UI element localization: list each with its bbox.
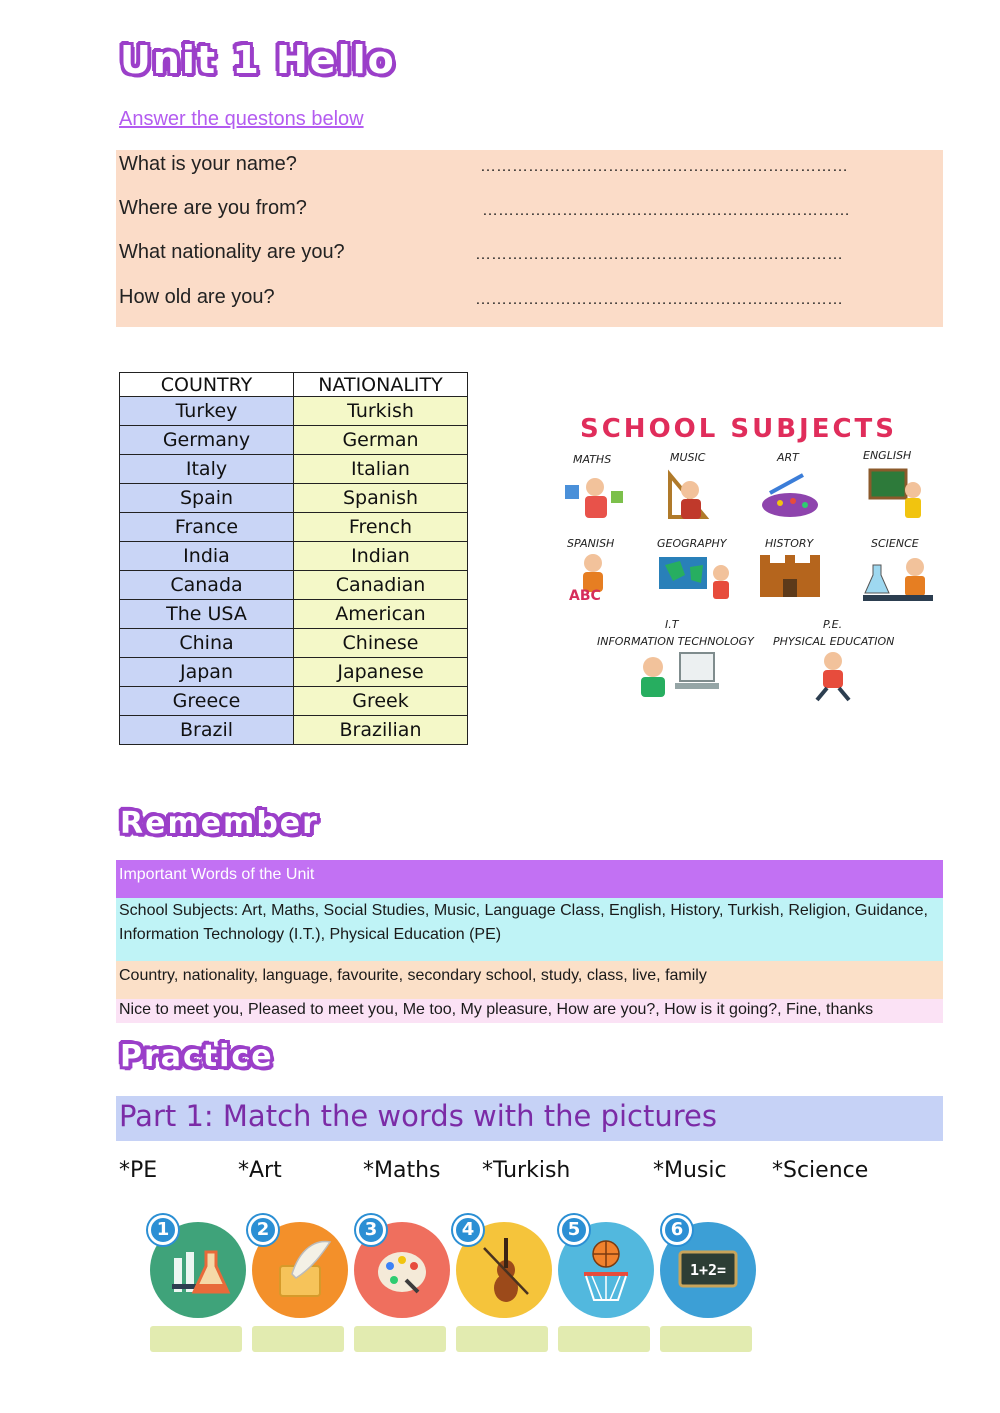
country-cell: France — [120, 513, 294, 542]
nationality-cell: Indian — [294, 542, 468, 571]
country-cell: Turkey — [120, 397, 294, 426]
country-cell: Greece — [120, 687, 294, 716]
instruction-link[interactable]: Answer the questons below — [119, 108, 364, 130]
country-cell: Germany — [120, 426, 294, 455]
option-music[interactable]: *Music — [653, 1158, 727, 1183]
header-country: COUNTRY — [120, 373, 294, 397]
label-pe: P.E. — [823, 618, 843, 631]
english-board-icon — [870, 470, 921, 518]
table-row — [120, 658, 468, 687]
computer-icon — [641, 653, 719, 697]
answer-box-1[interactable] — [150, 1326, 242, 1352]
music-harp-icon — [670, 475, 705, 519]
label-history: HISTORY — [765, 537, 814, 550]
nationality-cell: Japanese — [294, 658, 468, 687]
question-from: Where are you from? — [119, 197, 307, 219]
answer-box-4[interactable] — [456, 1326, 548, 1352]
option-science[interactable]: *Science — [772, 1158, 869, 1183]
answer-box-3[interactable] — [354, 1326, 446, 1352]
table-row — [120, 397, 468, 426]
label-english: ENGLISH — [863, 449, 912, 462]
answer-blank-nationality[interactable]: …………………………………………………………… — [475, 246, 843, 263]
label-information-technology: INFORMATION TECHNOLOGY — [597, 635, 754, 648]
table-row — [120, 542, 468, 571]
vocab-phrases: Nice to meet you, Pleased to meet you, Me too, My pleasure, How are you?, How is it going?, Fine, thanks — [116, 999, 943, 1023]
school-subjects-illustration — [555, 395, 950, 715]
option-turkish[interactable]: *Turkish — [482, 1158, 571, 1183]
science-lab-icon — [863, 558, 933, 601]
nationality-cell: Chinese — [294, 629, 468, 658]
practice-heading: Practice — [120, 1039, 274, 1074]
question-name: What is your name? — [119, 153, 297, 175]
nationality-cell: Italian — [294, 455, 468, 484]
svg-text:ABC: ABC — [569, 588, 601, 604]
nationality-cell: German — [294, 426, 468, 455]
answer-blank-from[interactable]: …………………………………………………………… — [482, 202, 850, 219]
country-nationality-table — [119, 372, 468, 745]
history-castle-icon — [760, 555, 820, 597]
country-cell: Brazil — [120, 716, 294, 745]
subjects-title: SCHOOL SUBJECTS — [580, 414, 898, 444]
vocab-key-words: Country, nationality, language, favourite, secondary school, study, class, live, family — [116, 961, 943, 999]
maths-figure-icon — [565, 478, 623, 518]
option-pe[interactable]: *PE — [119, 1158, 158, 1183]
label-physical-education: PHYSICAL EDUCATION — [773, 635, 895, 648]
art-palette-icon — [762, 475, 818, 517]
questions-box — [116, 150, 943, 327]
answer-box-6[interactable] — [660, 1326, 752, 1352]
answer-box-5[interactable] — [558, 1326, 650, 1352]
table-row — [120, 484, 468, 513]
label-maths: MATHS — [573, 453, 612, 466]
country-cell: India — [120, 542, 294, 571]
table-row — [120, 600, 468, 629]
table-header-row — [120, 373, 468, 397]
country-cell: Japan — [120, 658, 294, 687]
nationality-cell: French — [294, 513, 468, 542]
table-row — [120, 629, 468, 658]
geography-map-icon — [659, 557, 729, 599]
picture-6-number: 6 — [662, 1215, 692, 1245]
nationality-cell: Turkish — [294, 397, 468, 426]
answer-box-2[interactable] — [252, 1326, 344, 1352]
part1-title: Part 1: Match the words with the pictures — [119, 1099, 717, 1133]
question-age: How old are you? — [119, 286, 275, 308]
country-cell: Canada — [120, 571, 294, 600]
table-row — [120, 571, 468, 600]
vocab-school-subjects: School Subjects: Art, Maths, Social Studies, Music, Language Class, English, History, Turkish, Religion, Guidance, Information Technology (I.T.), Physical Education (PE) — [116, 898, 943, 961]
country-cell: The USA — [120, 600, 294, 629]
running-figure-icon — [817, 652, 849, 700]
table-row — [120, 687, 468, 716]
page-title: Unit 1 Hello — [120, 38, 396, 82]
picture-3-number: 3 — [356, 1215, 386, 1245]
board-text: 1+2= — [689, 1261, 727, 1279]
nationality-cell: Greek — [294, 687, 468, 716]
option-art[interactable]: *Art — [238, 1158, 282, 1183]
picture-5-number: 5 — [559, 1215, 589, 1245]
label-it: I.T — [665, 618, 679, 631]
label-science: SCIENCE — [871, 537, 919, 550]
nationality-cell: Canadian — [294, 571, 468, 600]
country-cell: China — [120, 629, 294, 658]
table-row — [120, 426, 468, 455]
option-maths[interactable]: *Maths — [363, 1158, 441, 1183]
table-row — [120, 513, 468, 542]
label-art: ART — [777, 451, 799, 464]
header-nationality: NATIONALITY — [294, 373, 468, 397]
answer-blank-age[interactable]: …………………………………………………………… — [475, 291, 843, 308]
vocab-box-title: Important Words of the Unit — [116, 860, 943, 898]
table-row — [120, 455, 468, 484]
nationality-cell: American — [294, 600, 468, 629]
question-nationality: What nationality are you? — [119, 241, 345, 263]
table-row — [120, 716, 468, 745]
picture-2-number: 2 — [248, 1215, 278, 1245]
label-geography: GEOGRAPHY — [657, 537, 727, 550]
country-cell: Spain — [120, 484, 294, 513]
country-cell: Italy — [120, 455, 294, 484]
label-music: MUSIC — [670, 451, 706, 464]
nationality-cell: Brazilian — [294, 716, 468, 745]
spanish-figure-icon — [569, 554, 603, 604]
answer-blank-name[interactable]: …………………………………………………………… — [480, 158, 848, 175]
remember-heading: Remember — [120, 806, 319, 841]
label-spanish: SPANISH — [567, 537, 615, 550]
nationality-cell: Spanish — [294, 484, 468, 513]
picture-4-number: 4 — [453, 1215, 483, 1245]
picture-1-number: 1 — [148, 1215, 178, 1245]
